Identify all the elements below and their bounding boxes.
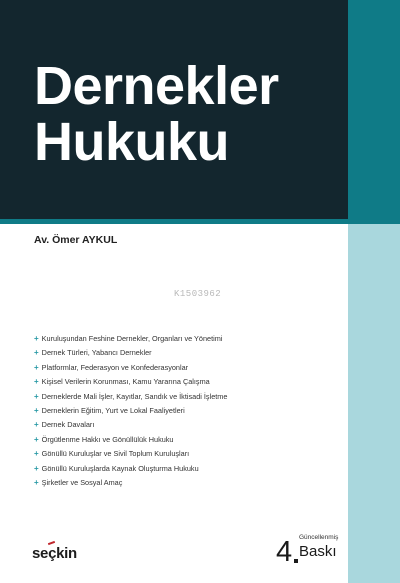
plus-icon: + (34, 406, 39, 416)
plus-icon: + (34, 377, 39, 387)
topic-item (34, 433, 227, 447)
topic-label: Dernek Türleri, Yabancı Dernekler (41, 348, 152, 358)
topic-item (34, 462, 227, 476)
topic-item (34, 404, 227, 418)
book-title (34, 58, 279, 170)
watermark-code: K1503962 (174, 289, 222, 299)
plus-icon: + (34, 391, 39, 401)
topic-label: Kişisel Verilerin Korunması, Kamu Yararına Çalışma (41, 377, 210, 387)
title-block (0, 0, 348, 224)
topic-item (34, 447, 227, 461)
plus-icon: + (34, 362, 39, 372)
author-name: Av. Ömer AYKUL (34, 234, 118, 246)
title-line-2: Hukuku (34, 112, 230, 172)
plus-icon: + (34, 334, 39, 343)
topic-item (34, 375, 227, 389)
topic-item (34, 476, 227, 490)
topic-label: Gönüllü Kuruluşlar ve Sivil Toplum Kuruluşları (41, 449, 190, 459)
topic-item (34, 332, 227, 346)
topic-item (34, 390, 227, 404)
topic-label: Gönüllü Kuruluşlarda Kaynak Oluşturma Hukuku (41, 463, 199, 473)
plus-icon: + (34, 478, 39, 488)
topic-list (34, 332, 227, 490)
title-line-1: Dernekler (34, 56, 279, 116)
topic-label: Derneklerin Eğitim, Yurt ve Lokal Faaliyetleri (41, 406, 185, 416)
topic-label: Derneklerde Mali İşler, Kayıtlar, Sandık ve İktisadi İşletme (41, 391, 228, 401)
plus-icon: + (34, 449, 39, 459)
edition-number: 4 (276, 536, 293, 568)
topic-label: Örgütlenme Hakkı ve Gönüllülük Hukuku (41, 434, 174, 444)
accent-band-top (348, 0, 400, 224)
topic-item (34, 418, 227, 432)
plus-icon: + (34, 434, 39, 444)
plus-icon: + (34, 463, 39, 473)
edition-badge (276, 528, 346, 568)
topic-label: Kuruluşundan Feshine Dernekler, Organları ve Yönetimi (41, 334, 223, 343)
edition-dot (294, 559, 298, 563)
topic-label: Dernek Davaları (41, 420, 95, 430)
topic-label: Platformlar, Federasyon ve Konfederasyonlar (41, 362, 189, 372)
plus-icon: + (34, 348, 39, 358)
topic-item (34, 361, 227, 375)
plus-icon: + (34, 420, 39, 430)
edition-note: Güncellenmiş (299, 534, 339, 541)
topic-label: Şirketler ve Sosyal Amaç (41, 478, 123, 488)
accent-band-bottom (348, 224, 400, 583)
topic-item (34, 346, 227, 360)
title-accent-strip (0, 219, 348, 224)
publisher-logo: seçkin (32, 545, 77, 562)
edition-label: Baskı (299, 543, 337, 560)
